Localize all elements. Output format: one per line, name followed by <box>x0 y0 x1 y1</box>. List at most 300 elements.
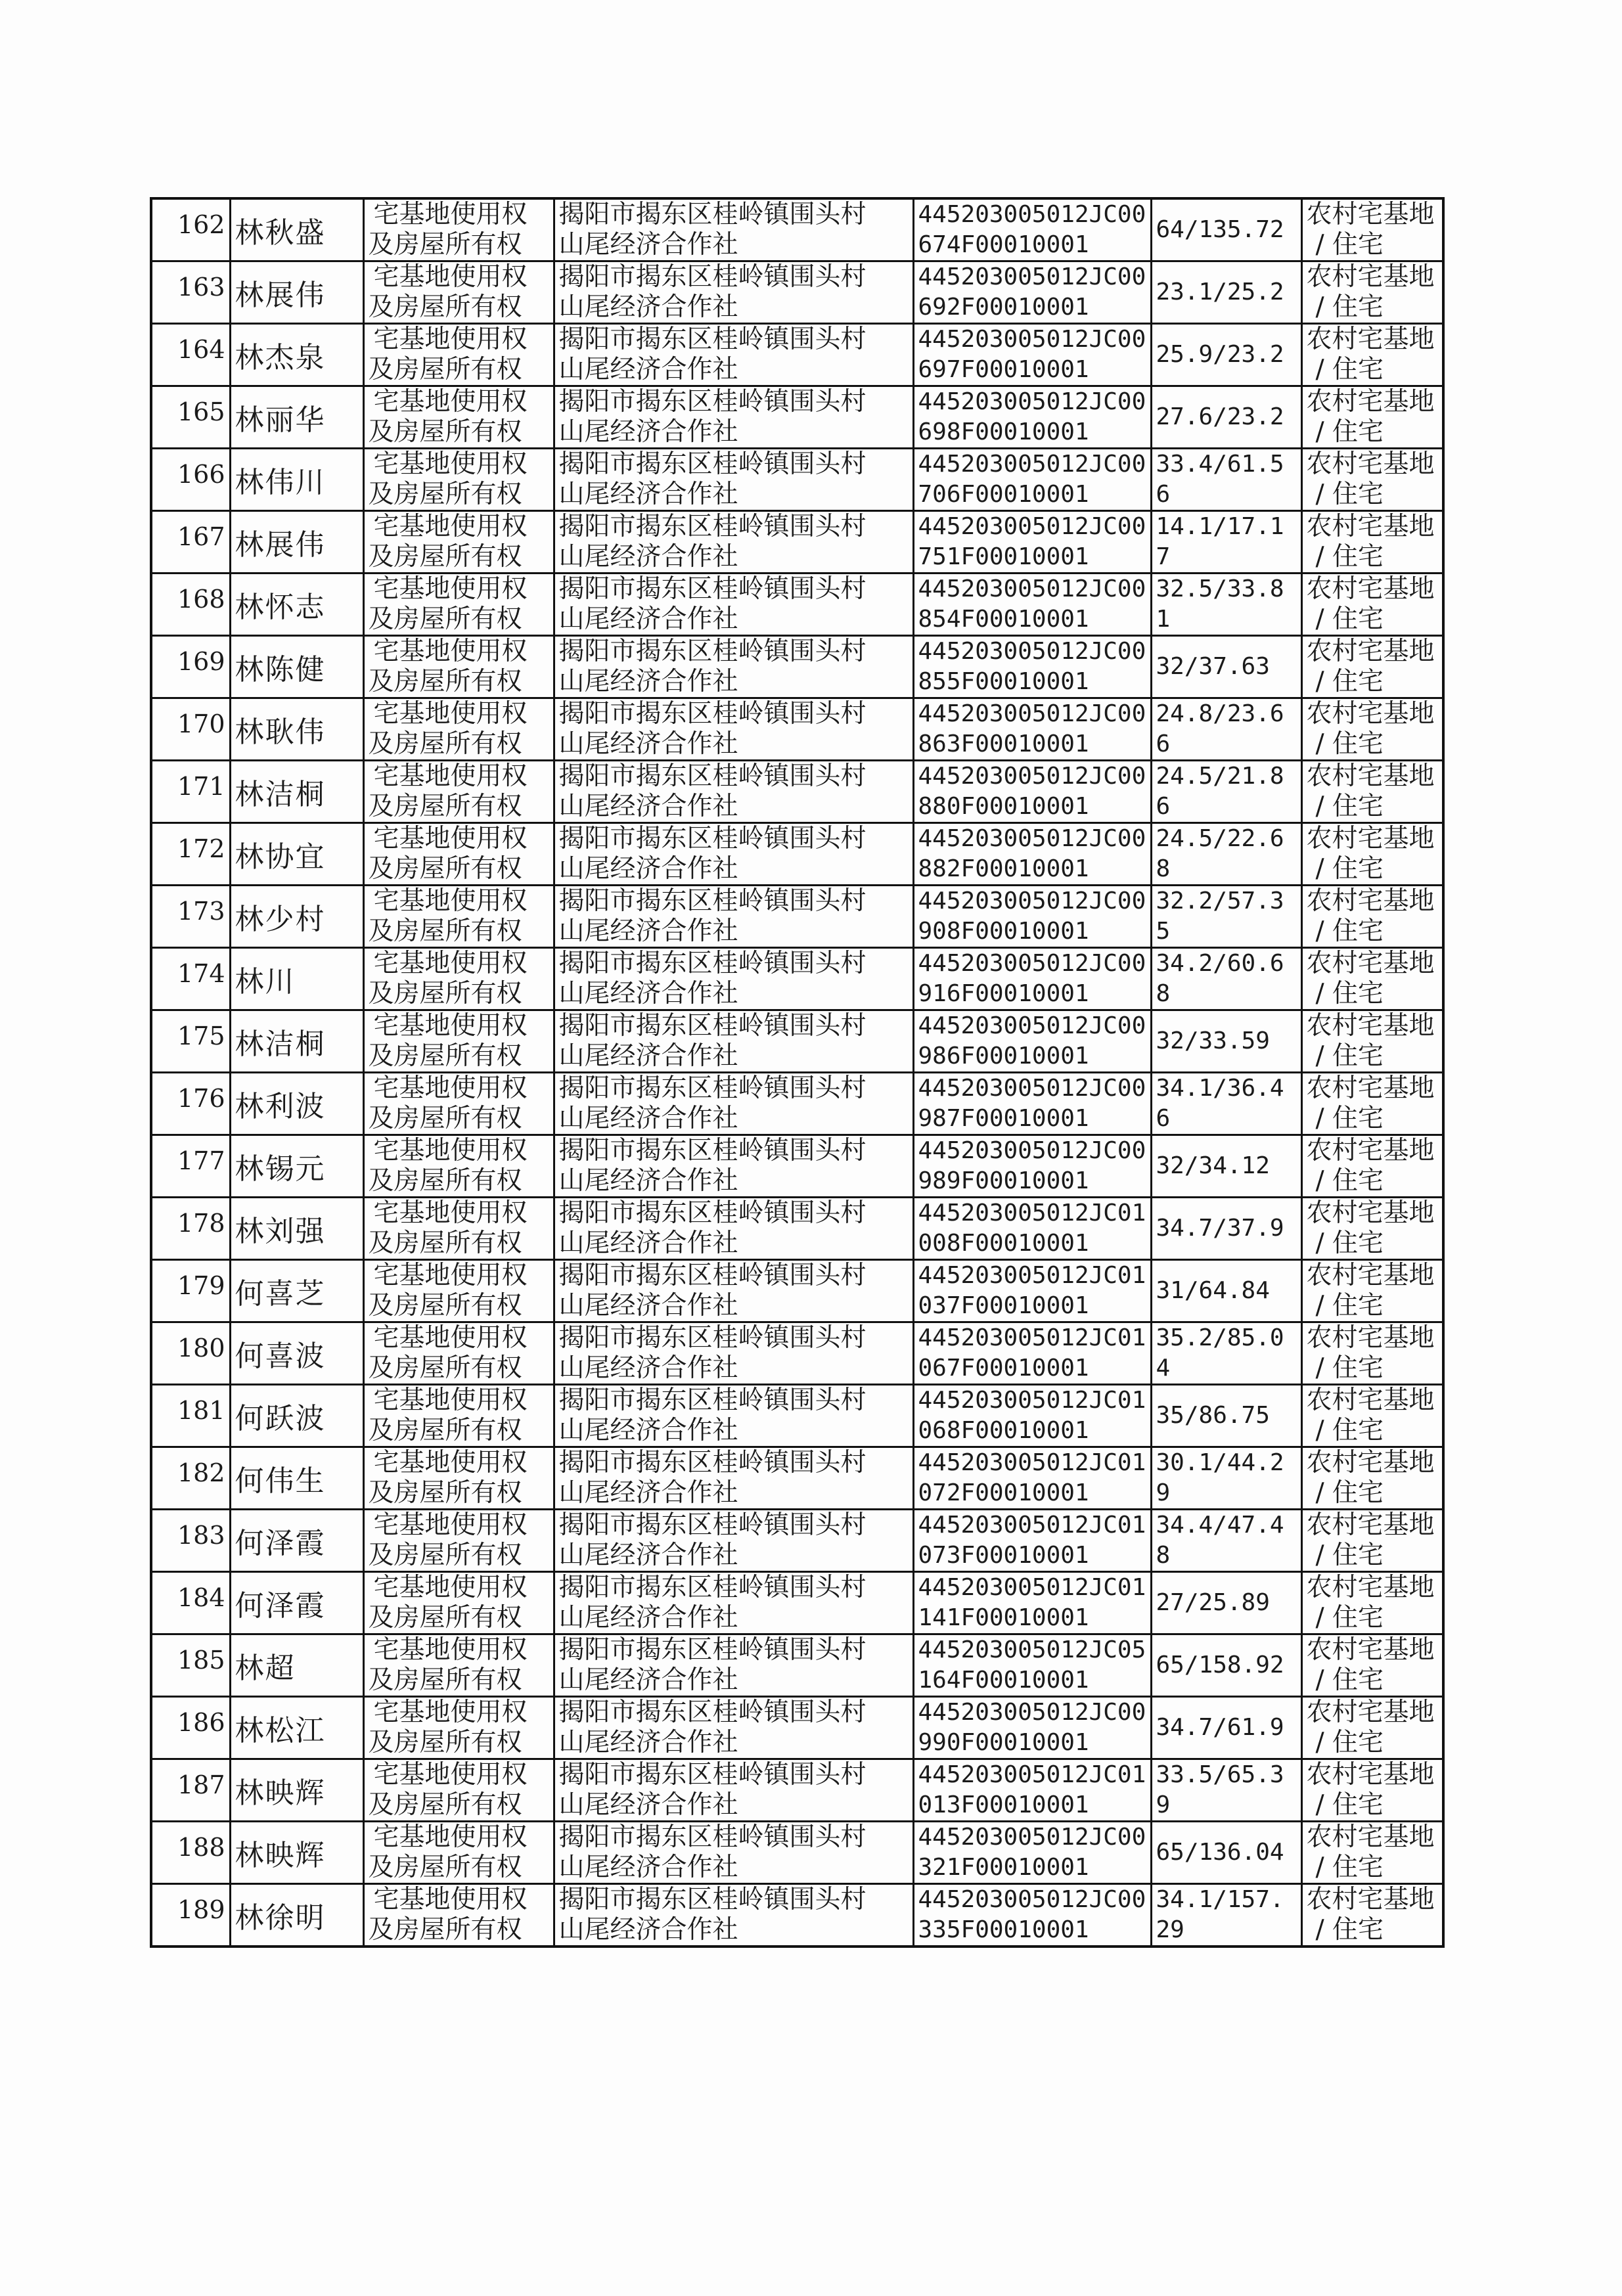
area-line-2: 29 <box>1156 1916 1184 1943</box>
location-cell <box>554 1884 913 1947</box>
area-cell <box>1151 886 1301 948</box>
right-type-line-1: 宅基地使用权 <box>373 824 528 853</box>
location-line-2: 山尾经济合作社 <box>558 604 738 634</box>
right-type-line-1: 宅基地使用权 <box>373 1698 528 1727</box>
location-line-1: 揭阳市揭东区桂岭镇围头村 <box>558 886 867 916</box>
land-use-cell <box>1301 1697 1443 1759</box>
land-use-line-2: / 住宅 <box>1315 1541 1384 1570</box>
area-line-1: 34.7/61.9 <box>1156 1714 1284 1741</box>
location-line-1: 揭阳市揭东区桂岭镇围头村 <box>558 1323 867 1353</box>
location-line-2: 山尾经济合作社 <box>558 1416 738 1445</box>
location-line-1: 揭阳市揭东区桂岭镇围头村 <box>558 200 867 229</box>
owner-name-cell <box>230 574 363 636</box>
table-row <box>151 449 1443 511</box>
owner-name-cell <box>230 1010 363 1073</box>
right-type-cell <box>363 1697 554 1759</box>
area-line-1: 34.4/47.4 <box>1156 1512 1284 1539</box>
land-use-line-2: / 住宅 <box>1315 1228 1384 1258</box>
owner-name: 林怀志 <box>235 591 326 624</box>
location-line-1: 揭阳市揭东区桂岭镇围头村 <box>558 574 867 604</box>
unit-code-cell <box>913 511 1151 574</box>
unit-code-line-1: 445203005012JC00 <box>918 950 1146 977</box>
area-line-2: 6 <box>1156 731 1171 757</box>
land-use-line-2: / 住宅 <box>1315 542 1384 572</box>
area-line-1: 24.5/22.6 <box>1156 825 1284 852</box>
land-use-line-1: 农村宅基地 <box>1306 1698 1435 1727</box>
right-type-line-1: 宅基地使用权 <box>373 1385 528 1415</box>
right-type-cell <box>363 1634 554 1697</box>
table-row <box>151 1198 1443 1260</box>
table-row <box>151 1510 1443 1572</box>
right-type-cell <box>363 198 554 261</box>
register-table-body <box>151 198 1443 1947</box>
right-type-cell <box>363 823 554 886</box>
land-use-line-2: / 住宅 <box>1315 604 1384 634</box>
row-number: 173 <box>177 897 225 926</box>
location-line-1: 揭阳市揭东区桂岭镇围头村 <box>558 1822 867 1852</box>
row-number-cell <box>151 1010 230 1073</box>
unit-code-line-1: 445203005012JC00 <box>918 1824 1146 1851</box>
location-line-1: 揭阳市揭东区桂岭镇围头村 <box>558 262 867 292</box>
owner-name-cell <box>230 636 363 698</box>
land-use-cell <box>1301 1322 1443 1385</box>
right-type-line-2: 及房屋所有权 <box>368 292 522 322</box>
location-line-2: 山尾经济合作社 <box>558 1478 738 1508</box>
location-line-2: 山尾经济合作社 <box>558 417 738 447</box>
right-type-line-2: 及房屋所有权 <box>368 667 522 696</box>
location-cell <box>554 1322 913 1385</box>
unit-code-line-2: 692F00010001 <box>918 294 1089 321</box>
unit-code-line-1: 445203005012JC00 <box>918 638 1146 665</box>
unit-code-cell <box>913 636 1151 698</box>
right-type-line-1: 宅基地使用权 <box>373 699 528 729</box>
row-number-cell <box>151 1135 230 1198</box>
area-line-1: 32.5/33.8 <box>1156 575 1284 602</box>
right-type-cell <box>363 386 554 449</box>
unit-code-cell <box>913 1510 1151 1572</box>
location-line-1: 揭阳市揭东区桂岭镇围头村 <box>558 1510 867 1540</box>
table-row <box>151 1759 1443 1822</box>
unit-code-line-1: 445203005012JC01 <box>918 1761 1146 1788</box>
right-type-line-2: 及房屋所有权 <box>368 1228 522 1258</box>
location-cell <box>554 511 913 574</box>
area-line-1: 33.5/65.3 <box>1156 1761 1284 1788</box>
area-line-1: 24.5/21.8 <box>1156 763 1284 790</box>
table-row <box>151 1884 1443 1947</box>
land-use-cell <box>1301 1634 1443 1697</box>
location-line-1: 揭阳市揭东区桂岭镇围头村 <box>558 1698 867 1727</box>
right-type-line-2: 及房屋所有权 <box>368 1353 522 1383</box>
location-line-1: 揭阳市揭东区桂岭镇围头村 <box>558 699 867 729</box>
right-type-line-2: 及房屋所有权 <box>368 1915 522 1945</box>
right-type-cell <box>363 698 554 761</box>
location-cell <box>554 198 913 261</box>
right-type-line-2: 及房屋所有权 <box>368 729 522 759</box>
owner-name: 林映辉 <box>235 1839 326 1872</box>
land-use-line-2: / 住宅 <box>1315 1728 1384 1757</box>
table-row <box>151 1572 1443 1634</box>
unit-code-line-2: 013F00010001 <box>918 1791 1089 1818</box>
land-use-line-1: 农村宅基地 <box>1306 1885 1435 1914</box>
location-cell <box>554 823 913 886</box>
location-line-2: 山尾经济合作社 <box>558 979 738 1008</box>
unit-code-cell <box>913 698 1151 761</box>
land-use-cell <box>1301 761 1443 823</box>
land-use-line-2: / 住宅 <box>1315 916 1384 946</box>
location-cell <box>554 948 913 1010</box>
area-line-1: 65/158.92 <box>1156 1652 1284 1678</box>
area-line-1: 35/86.75 <box>1156 1402 1270 1429</box>
right-type-line-1: 宅基地使用权 <box>373 1198 528 1228</box>
location-line-1: 揭阳市揭东区桂岭镇围头村 <box>558 1073 867 1103</box>
land-use-cell <box>1301 574 1443 636</box>
area-line-1: 27/25.89 <box>1156 1589 1270 1616</box>
row-number: 189 <box>177 1895 225 1924</box>
right-type-cell <box>363 1572 554 1634</box>
row-number: 186 <box>177 1708 225 1737</box>
area-line-1: 27.6/23.2 <box>1156 403 1284 430</box>
area-cell <box>1151 198 1301 261</box>
row-number: 174 <box>177 959 225 988</box>
area-line-1: 34.1/157. <box>1156 1886 1284 1913</box>
unit-code-line-1: 445203005012JC00 <box>918 513 1146 540</box>
land-use-line-1: 农村宅基地 <box>1306 387 1435 416</box>
right-type-cell <box>363 1884 554 1947</box>
right-type-line-1: 宅基地使用权 <box>373 1448 528 1477</box>
right-type-line-1: 宅基地使用权 <box>373 1011 528 1041</box>
area-cell <box>1151 1759 1301 1822</box>
right-type-cell <box>363 761 554 823</box>
location-cell <box>554 1759 913 1822</box>
unit-code-line-1: 445203005012JC01 <box>918 1324 1146 1351</box>
right-type-cell <box>363 449 554 511</box>
row-number: 181 <box>177 1396 225 1425</box>
land-use-cell <box>1301 1884 1443 1947</box>
table-row <box>151 1322 1443 1385</box>
owner-name-cell <box>230 1697 363 1759</box>
row-number-cell <box>151 823 230 886</box>
location-line-2: 山尾经济合作社 <box>558 292 738 322</box>
unit-code-cell <box>913 449 1151 511</box>
unit-code-line-1: 445203005012JC00 <box>918 263 1146 290</box>
area-line-2: 8 <box>1156 1542 1171 1569</box>
unit-code-line-1: 445203005012JC00 <box>918 326 1146 353</box>
location-cell <box>554 386 913 449</box>
location-cell <box>554 1135 913 1198</box>
row-number-cell <box>151 886 230 948</box>
owner-name-cell <box>230 823 363 886</box>
location-line-2: 山尾经济合作社 <box>558 1915 738 1945</box>
right-type-cell <box>363 1135 554 1198</box>
right-type-cell <box>363 574 554 636</box>
area-line-2: 1 <box>1156 606 1171 633</box>
property-register-table <box>150 197 1445 1948</box>
location-line-1: 揭阳市揭东区桂岭镇围头村 <box>558 949 867 978</box>
owner-name: 林洁桐 <box>235 1027 326 1061</box>
area-line-1: 33.4/61.5 <box>1156 451 1284 478</box>
unit-code-line-2: 880F00010001 <box>918 793 1089 820</box>
unit-code-line-2: 321F00010001 <box>918 1854 1089 1881</box>
row-number-cell <box>151 198 230 261</box>
row-number: 176 <box>177 1084 225 1113</box>
owner-name-cell <box>230 324 363 386</box>
location-line-2: 山尾经济合作社 <box>558 1728 738 1757</box>
location-line-1: 揭阳市揭东区桂岭镇围头村 <box>558 637 867 666</box>
right-type-line-1: 宅基地使用权 <box>373 325 528 354</box>
unit-code-cell <box>913 1884 1151 1947</box>
location-line-2: 山尾经济合作社 <box>558 1104 738 1133</box>
right-type-line-2: 及房屋所有权 <box>368 1041 522 1071</box>
right-type-cell <box>363 1385 554 1447</box>
right-type-line-2: 及房屋所有权 <box>368 230 522 259</box>
owner-name: 林少村 <box>235 903 326 936</box>
row-number: 175 <box>177 1022 225 1050</box>
row-number: 183 <box>177 1521 225 1550</box>
area-cell <box>1151 1073 1301 1135</box>
row-number: 179 <box>177 1271 225 1300</box>
row-number-cell <box>151 449 230 511</box>
location-line-2: 山尾经济合作社 <box>558 792 738 821</box>
location-line-1: 揭阳市揭东区桂岭镇围头村 <box>558 761 867 791</box>
owner-name: 林锡元 <box>235 1152 326 1186</box>
owner-name-cell <box>230 1135 363 1198</box>
owner-name: 何跃波 <box>235 1402 326 1435</box>
owner-name-cell <box>230 1447 363 1510</box>
area-cell <box>1151 386 1301 449</box>
location-line-1: 揭阳市揭东区桂岭镇围头村 <box>558 1635 867 1665</box>
right-type-line-2: 及房屋所有权 <box>368 1541 522 1570</box>
row-number-cell <box>151 1822 230 1884</box>
area-line-2: 5 <box>1156 918 1171 945</box>
area-line-1: 65/136.04 <box>1156 1839 1284 1866</box>
right-type-line-2: 及房屋所有权 <box>368 1291 522 1320</box>
land-use-cell <box>1301 511 1443 574</box>
location-line-2: 山尾经济合作社 <box>558 1041 738 1071</box>
unit-code-line-2: 751F00010001 <box>918 543 1089 570</box>
location-cell <box>554 698 913 761</box>
area-line-1: 23.1/25.2 <box>1156 279 1284 305</box>
unit-code-line-2: 674F00010001 <box>918 231 1089 258</box>
table-row <box>151 1697 1443 1759</box>
area-line-1: 24.8/23.6 <box>1156 700 1284 727</box>
owner-name: 林秋盛 <box>235 216 326 250</box>
row-number-cell <box>151 1572 230 1634</box>
row-number: 184 <box>177 1583 225 1612</box>
row-number-cell <box>151 1198 230 1260</box>
area-line-1: 35.2/85.0 <box>1156 1324 1284 1351</box>
right-type-line-1: 宅基地使用权 <box>373 1822 528 1852</box>
owner-name-cell <box>230 1634 363 1697</box>
location-cell <box>554 1198 913 1260</box>
location-line-2: 山尾经济合作社 <box>558 1790 738 1820</box>
row-number-cell <box>151 761 230 823</box>
location-line-2: 山尾经济合作社 <box>558 1353 738 1383</box>
location-cell <box>554 1634 913 1697</box>
owner-name-cell <box>230 1510 363 1572</box>
unit-code-line-2: 990F00010001 <box>918 1729 1089 1756</box>
table-row <box>151 948 1443 1010</box>
land-use-line-1: 农村宅基地 <box>1306 1448 1435 1477</box>
unit-code-cell <box>913 948 1151 1010</box>
land-use-line-2: / 住宅 <box>1315 1041 1384 1071</box>
right-type-cell <box>363 1822 554 1884</box>
land-use-line-1: 农村宅基地 <box>1306 200 1435 229</box>
row-number-cell <box>151 1510 230 1572</box>
row-number: 188 <box>177 1833 225 1862</box>
right-type-line-1: 宅基地使用权 <box>373 1760 528 1790</box>
land-use-cell <box>1301 823 1443 886</box>
unit-code-cell <box>913 1697 1151 1759</box>
location-line-2: 山尾经济合作社 <box>558 1853 738 1882</box>
unit-code-line-1: 445203005012JC00 <box>918 1012 1146 1039</box>
unit-code-cell <box>913 761 1151 823</box>
location-cell <box>554 1447 913 1510</box>
land-use-cell <box>1301 1198 1443 1260</box>
unit-code-line-1: 445203005012JC00 <box>918 201 1146 228</box>
unit-code-line-1: 445203005012JC00 <box>918 1699 1146 1726</box>
right-type-line-2: 及房屋所有权 <box>368 1790 522 1820</box>
unit-code-cell <box>913 1385 1151 1447</box>
unit-code-line-1: 445203005012JC05 <box>918 1636 1146 1663</box>
right-type-cell <box>363 1010 554 1073</box>
right-type-cell <box>363 886 554 948</box>
unit-code-line-1: 445203005012JC00 <box>918 700 1146 727</box>
land-use-line-2: / 住宅 <box>1315 417 1384 447</box>
location-cell <box>554 636 913 698</box>
table-row <box>151 1634 1443 1697</box>
location-line-2: 山尾经济合作社 <box>558 1228 738 1258</box>
area-cell <box>1151 636 1301 698</box>
location-line-2: 山尾经济合作社 <box>558 230 738 259</box>
owner-name-cell <box>230 886 363 948</box>
location-cell <box>554 1260 913 1322</box>
land-use-line-1: 农村宅基地 <box>1306 1760 1435 1790</box>
land-use-line-2: / 住宅 <box>1315 1291 1384 1320</box>
table-row <box>151 823 1443 886</box>
right-type-cell <box>363 1260 554 1322</box>
area-cell <box>1151 324 1301 386</box>
unit-code-cell <box>913 1073 1151 1135</box>
land-use-line-2: / 住宅 <box>1315 1603 1384 1632</box>
row-number-cell <box>151 1073 230 1135</box>
unit-code-line-2: 916F00010001 <box>918 980 1089 1007</box>
area-line-1: 14.1/17.1 <box>1156 513 1284 540</box>
area-cell <box>1151 823 1301 886</box>
table-row <box>151 1822 1443 1884</box>
owner-name-cell <box>230 1322 363 1385</box>
area-line-1: 25.9/23.2 <box>1156 341 1284 368</box>
owner-name-cell <box>230 1260 363 1322</box>
land-use-line-1: 农村宅基地 <box>1306 512 1435 541</box>
location-line-1: 揭阳市揭东区桂岭镇围头村 <box>558 1011 867 1041</box>
land-use-cell <box>1301 1572 1443 1634</box>
right-type-line-1: 宅基地使用权 <box>373 1261 528 1290</box>
area-cell <box>1151 1135 1301 1198</box>
owner-name: 林丽华 <box>235 403 326 437</box>
unit-code-cell <box>913 261 1151 324</box>
location-line-2: 山尾经济合作社 <box>558 667 738 696</box>
area-cell <box>1151 1884 1301 1947</box>
land-use-line-2: / 住宅 <box>1315 1665 1384 1695</box>
table-row <box>151 1447 1443 1510</box>
right-type-cell <box>363 511 554 574</box>
area-line-1: 34.2/60.6 <box>1156 950 1284 977</box>
owner-name: 林利波 <box>235 1090 326 1123</box>
location-line-1: 揭阳市揭东区桂岭镇围头村 <box>558 449 867 479</box>
owner-name-cell <box>230 698 363 761</box>
land-use-line-2: / 住宅 <box>1315 480 1384 509</box>
land-use-line-1: 农村宅基地 <box>1306 449 1435 479</box>
owner-name-cell <box>230 761 363 823</box>
right-type-line-2: 及房屋所有权 <box>368 542 522 572</box>
owner-name-cell <box>230 1572 363 1634</box>
right-type-cell <box>363 1447 554 1510</box>
unit-code-line-2: 067F00010001 <box>918 1355 1089 1382</box>
unit-code-cell <box>913 1135 1151 1198</box>
right-type-cell <box>363 1198 554 1260</box>
location-line-2: 山尾经济合作社 <box>558 542 738 572</box>
right-type-line-1: 宅基地使用权 <box>373 1136 528 1165</box>
unit-code-cell <box>913 823 1151 886</box>
unit-code-cell <box>913 1759 1151 1822</box>
right-type-line-2: 及房屋所有权 <box>368 417 522 447</box>
row-number-cell <box>151 636 230 698</box>
area-line-1: 32/33.59 <box>1156 1027 1270 1054</box>
row-number: 170 <box>177 709 225 738</box>
table-row <box>151 198 1443 261</box>
area-line-2: 8 <box>1156 855 1171 882</box>
row-number-cell <box>151 386 230 449</box>
land-use-cell <box>1301 1447 1443 1510</box>
area-cell <box>1151 948 1301 1010</box>
row-number-cell <box>151 698 230 761</box>
location-cell <box>554 574 913 636</box>
location-cell <box>554 1572 913 1634</box>
unit-code-line-1: 445203005012JC00 <box>918 763 1146 790</box>
land-use-line-2: / 住宅 <box>1315 1915 1384 1945</box>
right-type-line-2: 及房屋所有权 <box>368 854 522 884</box>
area-cell <box>1151 698 1301 761</box>
location-cell <box>554 261 913 324</box>
unit-code-line-1: 445203005012JC00 <box>918 825 1146 852</box>
right-type-cell <box>363 1073 554 1135</box>
location-cell <box>554 886 913 948</box>
right-type-line-1: 宅基地使用权 <box>373 1885 528 1914</box>
right-type-line-1: 宅基地使用权 <box>373 387 528 416</box>
row-number: 162 <box>177 210 225 239</box>
row-number: 165 <box>177 397 225 426</box>
land-use-line-1: 农村宅基地 <box>1306 1136 1435 1165</box>
right-type-cell <box>363 1759 554 1822</box>
location-cell <box>554 1697 913 1759</box>
owner-name-cell <box>230 1759 363 1822</box>
row-number-cell <box>151 948 230 1010</box>
unit-code-line-1: 445203005012JC00 <box>918 1886 1146 1913</box>
row-number: 187 <box>177 1770 225 1799</box>
unit-code-cell <box>913 198 1151 261</box>
unit-code-cell <box>913 1010 1151 1073</box>
location-cell <box>554 449 913 511</box>
right-type-line-2: 及房屋所有权 <box>368 1603 522 1632</box>
owner-name: 林松江 <box>235 1714 326 1747</box>
land-use-cell <box>1301 948 1443 1010</box>
unit-code-line-1: 445203005012JC00 <box>918 888 1146 914</box>
row-number: 177 <box>177 1146 225 1175</box>
right-type-line-1: 宅基地使用权 <box>373 1573 528 1602</box>
location-cell <box>554 1510 913 1572</box>
land-use-line-2: / 住宅 <box>1315 292 1384 322</box>
land-use-line-1: 农村宅基地 <box>1306 262 1435 292</box>
